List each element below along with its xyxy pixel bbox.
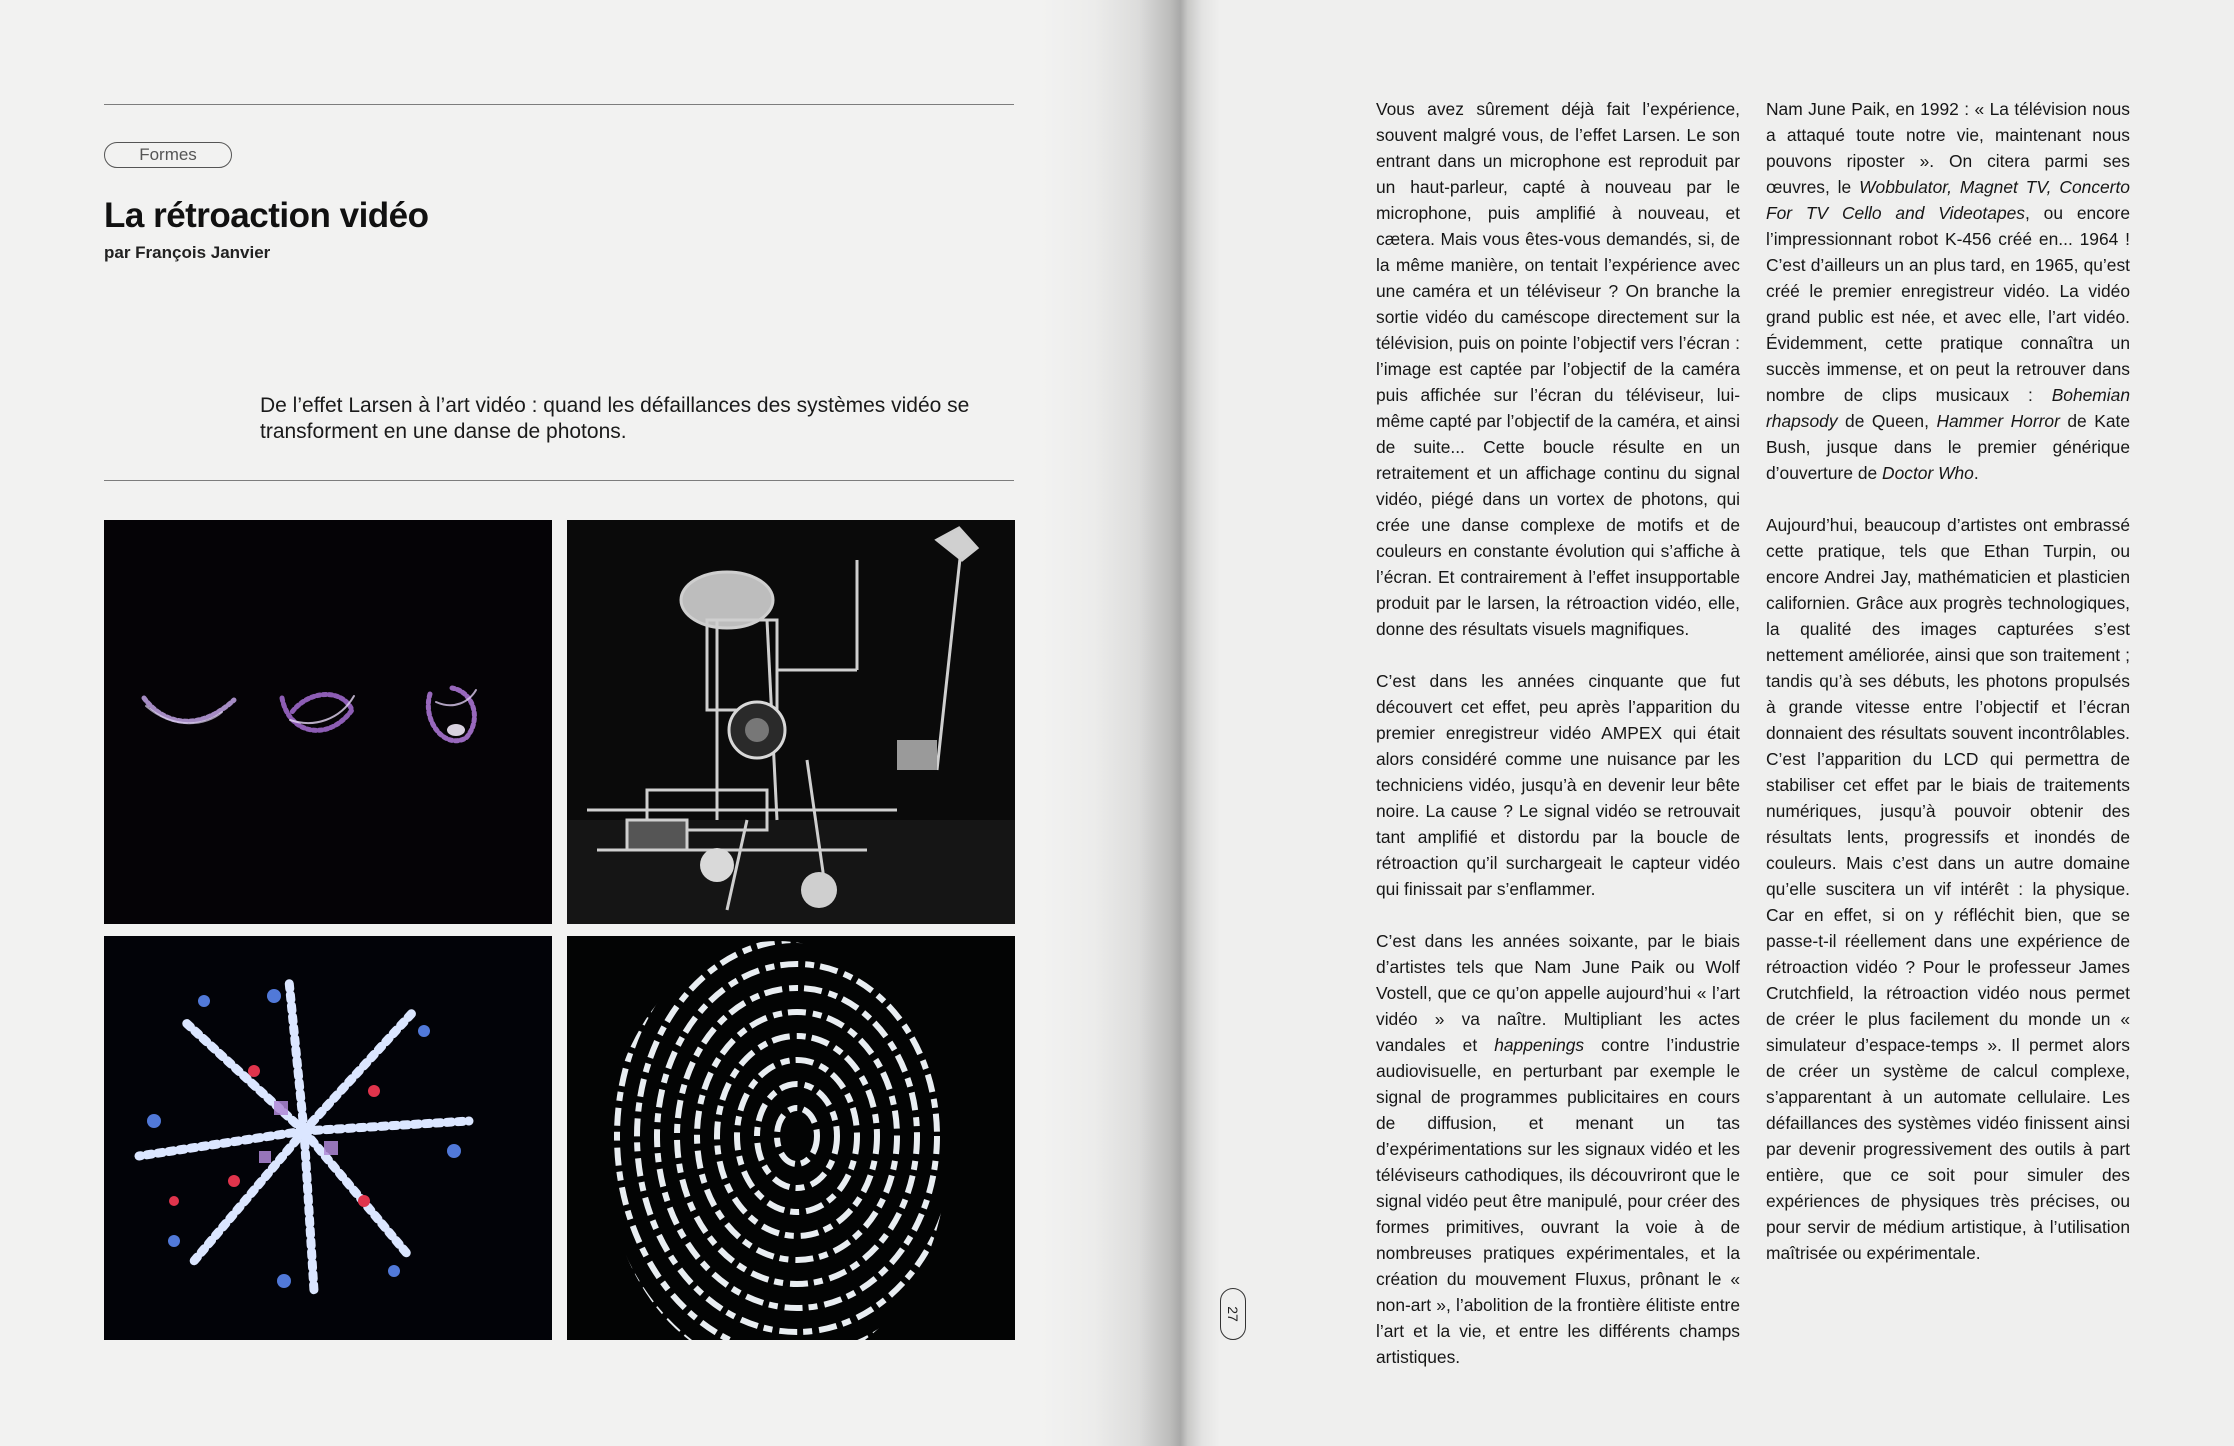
- page-number: 27: [1220, 1288, 1246, 1340]
- photo-feedback-maze: [567, 936, 1015, 1340]
- paragraph: Aujourd’hui, beaucoup d’artistes ont embrassé cette pratique, tels que Ethan Turpin, ou encore Andrei Jay, mathématicien et plasticien californien. Grâce aux progrès technologiques, la qualité des images capturées s’est nettement améliorée, ainsi que son traitement ; tandis qu’à ses débuts, les photons propulsés à grande vitesse entre l’objectif et l’écran donnaient des résultats souvent incontrôlables. C’est l’apparition du LCD qui permettra de stabiliser cet effet par le biais de traitements numériques, jusqu’à pouvoir obtenir des résultats lents, progressifs et inondés de couleurs. Mais c’est dans un autre domaine qu’elle suscitera un vif intérêt : la physique. Car en effet, si on y réfléchit bien, que se passe-t-il réellement dans une expérience de rétroaction vidéo ? Pour le professeur James Crutchfield, la rétroaction vidéo nous permet de créer le plus facilement du monde un « simulateur d’espace-temps ». Il permet alors de créer un système de calcul complexe, s’apparentant à un automate cellulaire. Les défaillances des systèmes vidéo finissent ainsi par devenir progressivement des outils à part entière, que ce soit pour simuler des expériences de physiques très précises, ou pour servir de médium artistique, à l’utilisation maîtrisée ou expérimentale.: [1766, 515, 2130, 1263]
- left-page: [0, 0, 1080, 1446]
- text-column-2: [1766, 96, 2130, 1266]
- top-rule: [104, 104, 1014, 105]
- article-title: La rétroaction vidéo: [104, 196, 429, 235]
- photo-robot-k456: [567, 520, 1015, 924]
- byline: par François Janvier: [104, 243, 271, 262]
- spine-gutter: [1040, 0, 1220, 1446]
- paragraph: C’est dans les années cinquante que fut découvert cet effet, peu après l’apparition du premier enregistreur vidéo AMPEX qui était alors considéré comme une nuisance par les techniciens vidéo, jusqu’à en devenir leur bête noire. La cause ? Le signal vidéo se retrouvait tant amplifié et distordu par la boucle de rétroaction qu’il surchargeait le capteur vidéo qui finissait par s’enflammer.: [1376, 671, 1740, 899]
- section-tag: Formes: [104, 142, 232, 168]
- lede-rule: [104, 480, 1014, 481]
- text-column-1: [1376, 96, 1740, 1370]
- paragraph: C’est dans les années soixante, par le biais d’artistes tels que Nam June Paik ou Wolf Vostell, que ce qu’on appelle aujourd’hui « l’art vidéo » va naître. Multipliant les actes vandales et happenings contre l’industrie audiovisuelle, en perturbant par exemple le signal de programmes publicitaires en cours de diffusion, et menant un tas d’expérimentations sur les signaux vidéo et les téléviseurs cathodiques, ils découvriront que le signal vidéo peut être manipulé, pour créer des formes primitives, ouvrant la voie à de nombreuses pratiques expérimentales, et la création du mouvement Fluxus, prônant le « non-art », l’abolition de la frontière élitiste entre l’art et la vie, et entre les différents champs artistiques.: [1376, 931, 1740, 1367]
- photo-feedback-star: [104, 936, 552, 1340]
- paragraph: Nam June Paik, en 1992 : « La télévision nous a attaqué toute notre vie, maintenant nous pouvons riposter ». On citera parmi ses œuvres, le Wobbulator, Magnet TV, Concerto For TV Cello and Videotapes, ou encore l’impressionnant robot K-456 créé en... 1964 ! C’est d’ailleurs un an plus tard, en 1965, qu’est créé le premier enregistreur vidéo. La vidéo grand public est née, et avec elle, l’art vidéo. Évidemment, cette pratique connaîtra un succès immense, et on peut la retrouver dans nombre de clips musicaux : Bohemian rhapsody de Queen, Hammer Horror de Kate Bush, jusque dans le premier générique d’ouverture de Doctor Who.: [1766, 99, 2131, 483]
- paragraph: Vous avez sûrement déjà fait l’expérience, souvent malgré vous, de l’effet Larsen. Le son entrant dans un microphone est reproduit par un haut-parleur, capté à nouveau par le microphone, puis amplifié à nouveau, et cætera. Mais vous êtes-vous demandés, si, de la même manière, on tentait l’expérience avec une caméra et un téléviseur ? On branche la sortie vidéo du caméscope directement sur la télévision, puis on pointe l’objectif vers l’écran : l’image est captée par l’objectif de la caméra puis affichée sur l’écran du téléviseur, lui-même capté par l’objectif de la caméra, et ainsi de suite... Cette boucle résulte en un retraitement et un affichage continu du signal vidéo, piégé dans un vortex de photons, qui crée une danse complexe de motifs et de couleurs en constante évolution qui s’affiche à l’écran. Et contrairement à l’effet insupportable produit par le larsen, la rétroaction vidéo, elle, donne des résultats visuels magnifiques.: [1376, 99, 1740, 639]
- photo-light-trails: [104, 520, 552, 924]
- lede: De l’effet Larsen à l’art vidéo : quand les défaillances des systèmes vidéo se transforment en une danse de photons.: [260, 394, 970, 443]
